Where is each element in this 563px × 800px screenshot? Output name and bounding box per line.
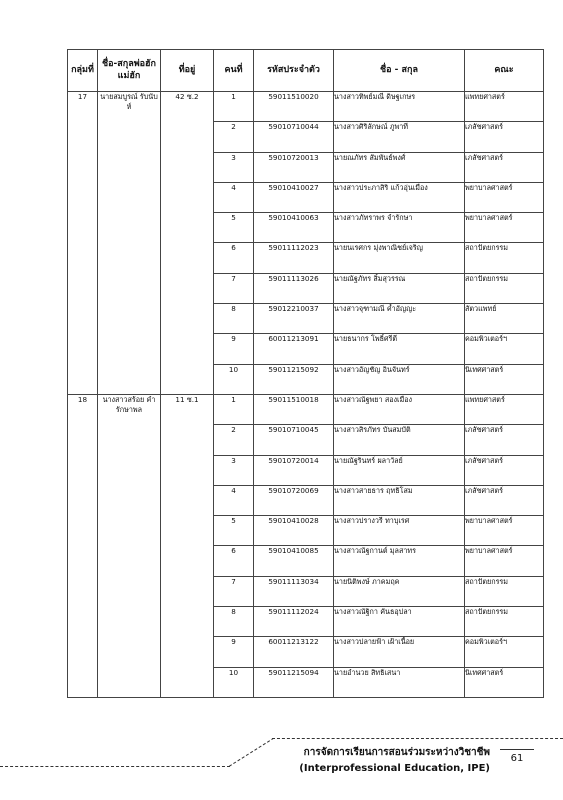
- student-id-cell: 59010720013: [254, 152, 334, 182]
- student-name-cell: นางสาวสายธาร ฤทธิโสม: [334, 485, 465, 515]
- member-no-cell: 5: [214, 213, 254, 243]
- student-id-cell: 59012210037: [254, 304, 334, 334]
- student-id-cell: 59010720069: [254, 485, 334, 515]
- student-id-cell: 59011510020: [254, 92, 334, 122]
- student-name-cell: นางสาวภัทราพร จำรักษา: [334, 213, 465, 243]
- member-no-cell: 6: [214, 243, 254, 273]
- footer-title-english: (Interprofessional Education, IPE): [299, 762, 490, 774]
- faculty-cell: พยาบาลศาสตร์: [465, 182, 544, 212]
- header-address: ที่อยู่: [161, 50, 214, 92]
- footer-divider-slope: [228, 738, 274, 767]
- footer-title: [282, 745, 490, 776]
- student-name-cell: นายนิติพงษ์ ภาคมฤค: [334, 576, 465, 606]
- mentor-name-cell: นางสาวสร้อย คำ รักษาพล: [98, 394, 161, 697]
- member-no-cell: 1: [214, 92, 254, 122]
- student-name-cell: นางสาวศิริลักษณ์ ภูพาที: [334, 122, 465, 152]
- student-name-cell: นางสาวประภาสิริ แก้วอุ่นเมือง: [334, 182, 465, 212]
- faculty-cell: สถาปัตยกรรม: [465, 576, 544, 606]
- student-name-cell: นางสาวสิรภัทร บันสมบัติ: [334, 425, 465, 455]
- header-student-id: รหัสประจำตัว: [254, 50, 334, 92]
- faculty-cell: นิเทศศาสตร์: [465, 667, 544, 697]
- student-name-cell: นางสาวณัฐพยา สองเมือง: [334, 394, 465, 424]
- student-id-cell: 59011112023: [254, 243, 334, 273]
- mentor-name-cell: นายสมบูรณ์ รับนับห์: [98, 92, 161, 395]
- faculty-cell: สถาปัตยกรรม: [465, 607, 544, 637]
- student-id-cell: 59011215094: [254, 667, 334, 697]
- footer-divider-top: [272, 738, 563, 739]
- header-mentor: ชื่อ-สกุลพ่อฮักแม่ฮัก: [98, 50, 161, 92]
- member-no-cell: 3: [214, 152, 254, 182]
- header-group: กลุ่มที่: [68, 50, 98, 92]
- faculty-cell: สัตวแพทย์: [465, 304, 544, 334]
- student-id-cell: 59010720014: [254, 455, 334, 485]
- faculty-cell: คอมพิวเตอร์ฯ: [465, 334, 544, 364]
- faculty-cell: นิเทศศาสตร์: [465, 364, 544, 394]
- student-id-cell: 59011112024: [254, 607, 334, 637]
- student-name-cell: นางสาวณัฐกานต์ มุลสาทร: [334, 546, 465, 576]
- student-id-cell: 59010710045: [254, 425, 334, 455]
- faculty-cell: เภสัชศาสตร์: [465, 455, 544, 485]
- member-no-cell: 2: [214, 425, 254, 455]
- roster-table: [67, 49, 544, 698]
- student-name-cell: นายนเรศกร มุ่งพาณิชย์เจริญ: [334, 243, 465, 273]
- header-row: [68, 50, 544, 92]
- member-no-cell: 3: [214, 455, 254, 485]
- faculty-cell: เภสัชศาสตร์: [465, 425, 544, 455]
- student-name-cell: นายธนากร โพธิ์ศรีตี: [334, 334, 465, 364]
- faculty-cell: พยาบาลศาสตร์: [465, 213, 544, 243]
- member-no-cell: 2: [214, 122, 254, 152]
- member-no-cell: 4: [214, 182, 254, 212]
- student-id-cell: 59010710044: [254, 122, 334, 152]
- member-no-cell: 4: [214, 485, 254, 515]
- student-name-cell: นางสาวจุฑามณี ค้ำอัญญะ: [334, 304, 465, 334]
- header-name: ชื่อ - สกุล: [334, 50, 465, 92]
- student-id-cell: 60011213091: [254, 334, 334, 364]
- faculty-cell: เภสัชศาสตร์: [465, 485, 544, 515]
- page-number: 61: [510, 753, 524, 764]
- member-no-cell: 1: [214, 394, 254, 424]
- member-no-cell: 7: [214, 273, 254, 303]
- member-no-cell: 7: [214, 576, 254, 606]
- student-name-cell: นางสาวปลายฟ้า เฝ้าเนื้อย: [334, 637, 465, 667]
- student-name-cell: นางสาวปรางวรี ทาบุเรศ: [334, 516, 465, 546]
- student-id-cell: 59011510018: [254, 394, 334, 424]
- student-id-cell: 59010410063: [254, 213, 334, 243]
- student-id-cell: 60011213122: [254, 637, 334, 667]
- member-no-cell: 10: [214, 364, 254, 394]
- student-name-cell: นางสาวทิพย์มณี ดิษฐเกษร: [334, 92, 465, 122]
- faculty-cell: แพทยศาสตร์: [465, 394, 544, 424]
- faculty-cell: สถาปัตยกรรม: [465, 273, 544, 303]
- student-name-cell: นายณัฐภัทร สิ้มสุวรรณ: [334, 273, 465, 303]
- footer-title-thai: การจัดการเรียนการสอนร่วมระหว่างวิชาชีพ: [303, 747, 490, 758]
- group-number-cell: 17: [68, 92, 98, 395]
- student-id-cell: 59010410027: [254, 182, 334, 212]
- faculty-cell: เภสัชศาสตร์: [465, 152, 544, 182]
- student-id-cell: 59010410085: [254, 546, 334, 576]
- member-no-cell: 10: [214, 667, 254, 697]
- faculty-cell: แพทยศาสตร์: [465, 92, 544, 122]
- member-no-cell: 9: [214, 334, 254, 364]
- roster-body: [68, 92, 544, 698]
- member-no-cell: 8: [214, 304, 254, 334]
- student-id-cell: 59011215092: [254, 364, 334, 394]
- member-no-cell: 8: [214, 607, 254, 637]
- student-name-cell: นางสาวณัฐิกา คันธอุปลา: [334, 607, 465, 637]
- group-number-cell: 18: [68, 394, 98, 697]
- faculty-cell: เภสัชศาสตร์: [465, 122, 544, 152]
- member-no-cell: 6: [214, 546, 254, 576]
- student-name-cell: นายอำนวย สิทธิเสนา: [334, 667, 465, 697]
- student-id-cell: 59011113034: [254, 576, 334, 606]
- header-faculty: คณะ: [465, 50, 544, 92]
- student-name-cell: นายณภัทร สัมพันธ์พงศ์: [334, 152, 465, 182]
- address-cell: 42 ซ.2: [161, 92, 214, 395]
- faculty-cell: พยาบาลศาสตร์: [465, 546, 544, 576]
- faculty-cell: สถาปัตยกรรม: [465, 243, 544, 273]
- table-row: [68, 92, 544, 122]
- faculty-cell: คอมพิวเตอร์ฯ: [465, 637, 544, 667]
- member-no-cell: 9: [214, 637, 254, 667]
- header-member-no: คนที่: [214, 50, 254, 92]
- faculty-cell: พยาบาลศาสตร์: [465, 516, 544, 546]
- student-id-cell: 59011113026: [254, 273, 334, 303]
- student-name-cell: นายณัฐรินทร์ ผลาวัลย์: [334, 455, 465, 485]
- address-cell: 11 ซ.1: [161, 394, 214, 697]
- student-id-cell: 59010410028: [254, 516, 334, 546]
- table-row: [68, 394, 544, 424]
- student-name-cell: นางสาวอัญชัญ อินจันทร์: [334, 364, 465, 394]
- footer-divider-bottom: [0, 766, 230, 767]
- member-no-cell: 5: [214, 516, 254, 546]
- page-number-rule: [500, 749, 534, 750]
